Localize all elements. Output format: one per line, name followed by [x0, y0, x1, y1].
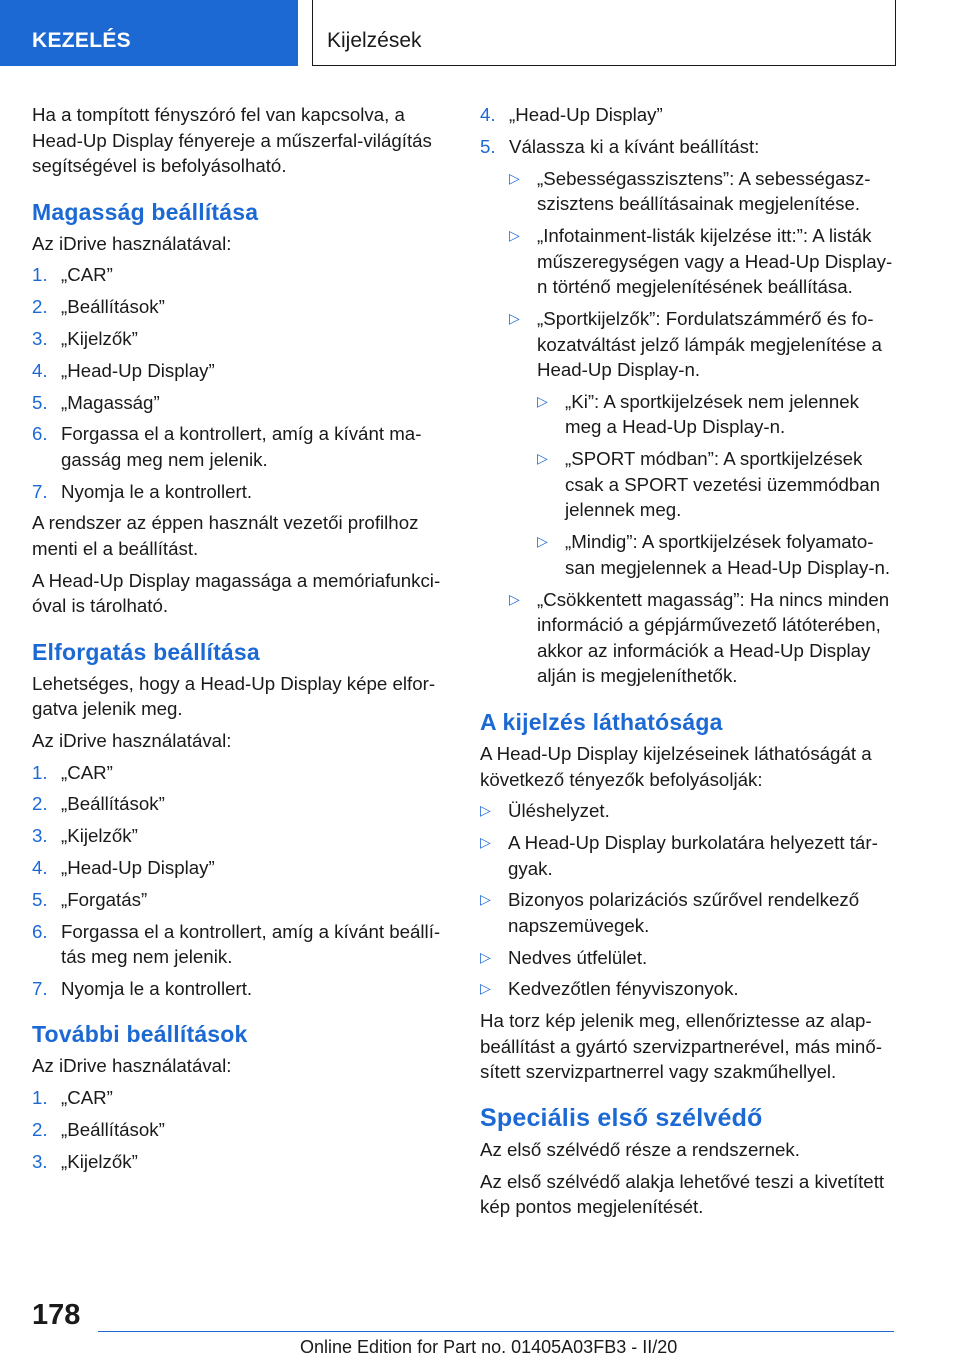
step-item	[32, 887, 450, 913]
option-item: ▷ „SPORT módban”: A sportkijelzések csak a SPORT vezetési üzemmódban jelennek meg.	[537, 446, 894, 523]
step-text: „Kijelzők”	[61, 327, 138, 349]
step-text: „Head-Up Display”	[61, 359, 215, 381]
step-number: 7.	[32, 480, 48, 502]
step-text: „Beállítások”	[61, 1118, 165, 1140]
step-number: 4.	[480, 104, 496, 125]
distortion-note: Ha torz kép jelenik meg, ellenőriztesse az alapbeállítást a gyártó szervizpartnerével, más minősített szervizpartnerrel vagy szakműhellyel.	[480, 1010, 882, 1083]
option-item: ▷ „Infotainment-listák kijelzése itt:”: A listák műszeregységen vagy a Head-Up Display-n történő megjelenítésének beállítása.	[509, 223, 894, 300]
section-title-more-settings: További beállítások	[32, 1021, 248, 1048]
step-item	[32, 1085, 450, 1111]
section-title-height: Magasság beállítása	[32, 198, 259, 225]
option-item: ▷ „Csökkentett magasság”: Ha nincs minden információ a gépjárművezető látóterében, akkor az információk a Head-Up Display alján is megjeleníthetők.	[509, 587, 894, 689]
step-item	[32, 1117, 450, 1143]
visibility-factors-list	[480, 798, 894, 1002]
step-text: „CAR”	[61, 264, 113, 286]
step-item	[32, 421, 450, 472]
step-item	[32, 1149, 450, 1175]
display-options-list-end	[509, 587, 894, 689]
step-number: 5.	[32, 391, 48, 413]
factor-item: ▷ Kedvezőtlen fényviszonyok.	[480, 976, 894, 1002]
step-number: 6.	[32, 920, 48, 942]
step-text: Nyomja le a kontrollert.	[61, 480, 253, 502]
steps-rotation	[32, 760, 450, 1002]
steps-height	[32, 262, 450, 504]
step-text: „Magasság”	[61, 391, 160, 413]
step-number: 5.	[32, 888, 48, 910]
step-number: 7.	[32, 977, 48, 999]
page-header	[0, 0, 960, 66]
step-item	[32, 390, 450, 416]
idrive-lead: Az iDrive használatával:	[32, 730, 232, 751]
factor-item: ▷ A Head-Up Display burkolatára helyezett tárgyak.	[480, 830, 894, 881]
step-item	[32, 479, 450, 505]
step-text: „CAR”	[61, 761, 113, 783]
step-number: 1.	[32, 264, 48, 286]
step-text: „Kijelzők”	[61, 825, 138, 847]
step-number: 2.	[32, 296, 48, 318]
step-number: 1.	[32, 761, 48, 783]
step-text: „Head-Up Display”	[61, 856, 215, 878]
step-number: 3.	[32, 825, 48, 847]
steps-continued	[480, 102, 894, 159]
step-text: Nyomja le a kontrollert.	[61, 977, 253, 999]
edition-note: Online Edition for Part no. 01405A03FB3 - II/20	[300, 1337, 678, 1357]
step-item	[32, 791, 450, 817]
step-item	[32, 294, 450, 320]
steps-more-settings	[32, 1085, 450, 1174]
option-item: ▷ „Ki”: A sportkijelzések nem jelennek meg a Head-Up Display-n.	[537, 389, 894, 440]
step-text: Forgassa el a kontrollert, amíg a kívánt beállítás meg nem jelenik.	[61, 920, 441, 968]
step-text: Forgassa el a kontrollert, amíg a kívánt magasság meg nem jelenik.	[61, 423, 422, 470]
right-column	[480, 102, 894, 1226]
step-item	[32, 358, 450, 384]
step-item	[32, 760, 450, 786]
step-item	[32, 823, 450, 849]
option-item: ▷ „Sportkijelzők”: Fordulatszámmérő és fokozatváltást jelző lámpák megjelenítése a Head-Up Display-n.	[509, 306, 894, 383]
idrive-lead: Az iDrive használatával:	[32, 1055, 232, 1077]
step-number: 4.	[32, 359, 48, 381]
step-number: 3.	[32, 327, 48, 349]
step-number: 2.	[32, 1118, 48, 1140]
section-tab: KEZELÉS	[0, 0, 298, 66]
step-item	[32, 855, 450, 881]
step-number: 1.	[32, 1087, 48, 1109]
profile-note: A rendszer az éppen használt vezetői profilhoz menti el a beállítást.	[32, 512, 419, 560]
section-title-windshield: Speciális első szélvédő	[480, 1104, 763, 1133]
factor-item: ▷ Bizonyos polarizációs szűrővel rendelkező napszemüvegek.	[480, 887, 894, 938]
step-number: 2.	[32, 793, 48, 815]
step-number: 5.	[480, 135, 496, 157]
step-text: „CAR”	[61, 1087, 113, 1109]
sport-options-list	[537, 389, 894, 581]
step-item	[32, 976, 450, 1002]
step-item	[32, 262, 450, 288]
option-item: ▷ „Sebességasszisztens”: A sebességaszszisztens beállításainak megjelenítése.	[509, 166, 894, 217]
memory-note: A Head-Up Display magassága a memóriafunkcióval is tárolható.	[32, 569, 441, 617]
footer-divider	[98, 1331, 894, 1332]
step-text: „Beállítások”	[61, 793, 165, 815]
step-text: „Forgatás”	[61, 888, 148, 910]
factor-item: ▷ Nedves útfelület.	[480, 945, 894, 971]
step-item	[32, 919, 450, 970]
left-column	[32, 102, 450, 1180]
option-item: ▷ „Mindig”: A sportkijelzések folyamatosan megjelennek a Head-Up Display-n.	[537, 529, 894, 580]
chapter-tab: Kijelzések	[312, 0, 896, 66]
factor-item: ▷ Üléshelyzet.	[480, 798, 894, 824]
step-item	[480, 134, 894, 160]
windshield-paragraph-2: Az első szélvédő alakja lehetővé teszi a kivetített kép pontos megjelenítését.	[480, 1170, 885, 1218]
step-text: „Head-Up Display”	[509, 104, 663, 125]
step-item	[32, 326, 450, 352]
rotation-intro: Lehetséges, hogy a Head-Up Display képe elforgatva jelenik meg.	[32, 672, 436, 720]
step-text: „Kijelzők”	[61, 1150, 138, 1172]
intro-paragraph: Ha a tompított fényszóró fel van kapcsolva, a Head-Up Display fényereje a műszerfal-világítás segítségével is befolyásolható.	[32, 104, 432, 177]
windshield-paragraph-1: Az első szélvédő része a rendszernek.	[480, 1139, 800, 1161]
display-options-list	[509, 166, 894, 383]
section-title-visibility: A kijelzés láthatósága	[480, 708, 723, 735]
step-number: 3.	[32, 1150, 48, 1172]
idrive-lead: Az iDrive használatával:	[32, 232, 232, 254]
visibility-lead: A Head-Up Display kijelzéseinek láthatóságát a következő tényezők befolyásolják:	[480, 742, 872, 790]
step-item	[480, 102, 894, 128]
step-text: Válassza ki a kívánt beállítást:	[509, 135, 760, 157]
step-number: 4.	[32, 856, 48, 878]
page-number: 178	[32, 1299, 81, 1331]
step-number: 6.	[32, 423, 48, 445]
step-text: „Beállítások”	[61, 296, 165, 318]
section-title-rotation: Elforgatás beállítása	[32, 638, 260, 665]
